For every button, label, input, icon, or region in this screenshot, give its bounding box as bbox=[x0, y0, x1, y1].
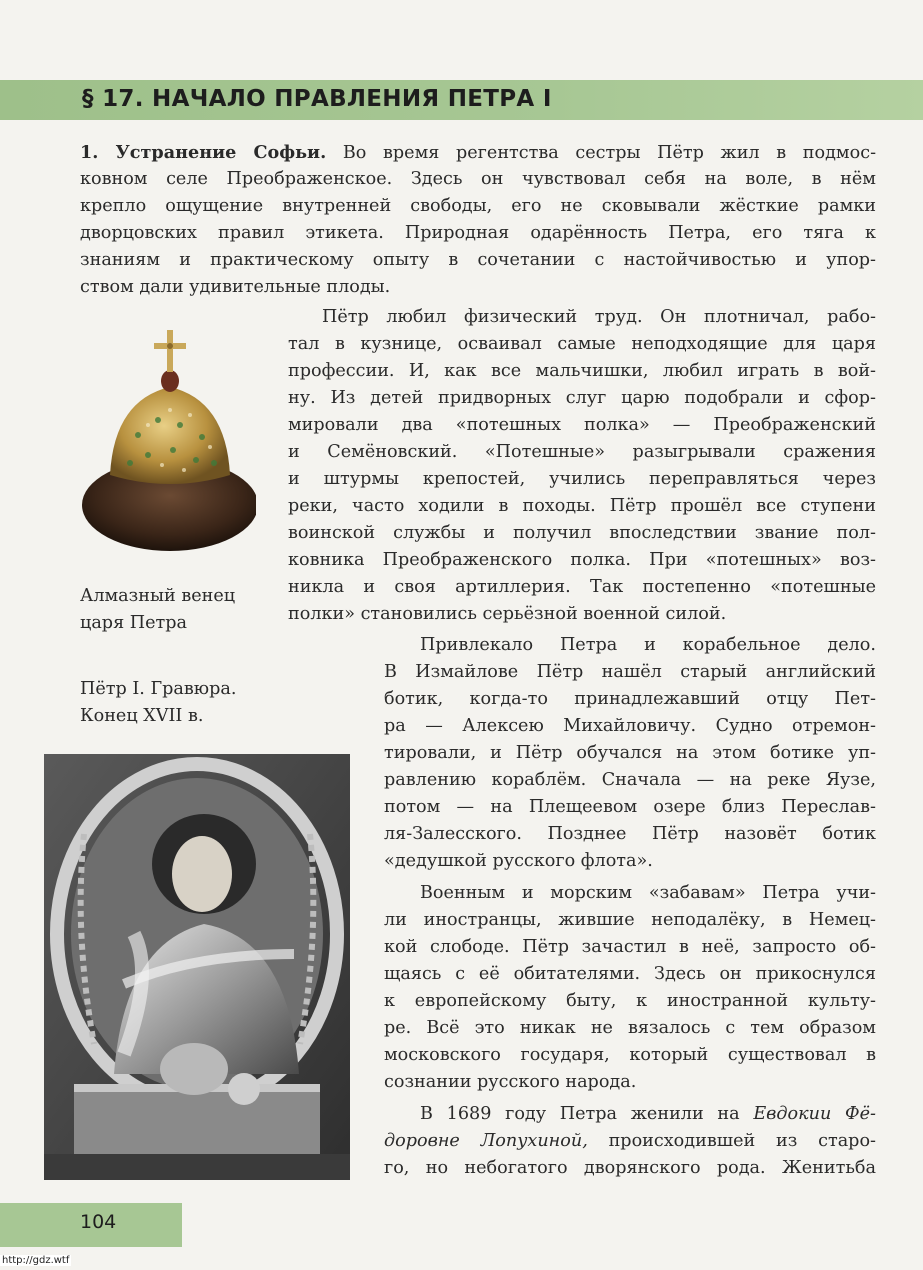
text-line: «дедушкой русского флота». bbox=[384, 851, 653, 871]
text-line: ра — Алексею Михайловичу. Судно отремон- bbox=[384, 716, 876, 736]
text-line: крепло ощущение внутренней свободы, его не сковывали жёсткие рамки bbox=[80, 196, 876, 216]
text-line: сознании русского народа. bbox=[384, 1072, 637, 1092]
text-line: дворцовских правил этикета. Природная одарённость Петра, его тяга к bbox=[80, 223, 876, 243]
text-line: ковном селе Преображенское. Здесь он чувствовал себя на воле, в нём bbox=[80, 169, 876, 189]
text-line: ковника Преображенского полка. При «потешных» воз- bbox=[288, 550, 876, 570]
text-line: тал в кузнице, осваивал самые неподходящие для царя bbox=[288, 334, 876, 354]
text-line: знаниям и практическому опыту в сочетании с настойчивостью и упор- bbox=[80, 250, 876, 270]
text-line: щаясь с её обитателями. Здесь он прикоснулся bbox=[384, 964, 876, 984]
text-line: ством дали удивительные плоды. bbox=[80, 277, 391, 297]
crown-image bbox=[78, 325, 256, 555]
text-line: полки» становились серьёзной военной силой. bbox=[288, 604, 727, 624]
text-line: ли иностранцы, жившие неподалёку, в Немец- bbox=[384, 910, 876, 930]
section-1-heading: 1. Устранение Софьи. bbox=[80, 142, 327, 163]
text-line: профессии. И, как все мальчишки, любил играть в вой- bbox=[288, 361, 876, 381]
text-line: никла и своя артиллерия. Так постепенно «потешные bbox=[288, 577, 876, 597]
text-line: к европейскому быту, к иностранной культу- bbox=[384, 991, 876, 1011]
page-number: 104 bbox=[80, 1211, 117, 1233]
text-line: ну. Из детей придворных слуг царю подобрали и сфор- bbox=[288, 388, 876, 408]
portrait-caption: Пётр I. Гравюра. Конец XVII в. bbox=[80, 679, 237, 726]
italic-name: Евдокии Фё- bbox=[753, 1104, 876, 1124]
text-line: 1. Устранение Софьи. Во время регентства сестры Пётр жил в подмос- bbox=[80, 142, 877, 163]
italic-name: доровне Лопухиной, bbox=[384, 1131, 588, 1151]
text-line: и Семёновский. «Потешные» разыгрывали сражения bbox=[288, 442, 876, 462]
text-line: тировали, и Пётр обучался на этом ботике уп- bbox=[384, 743, 876, 763]
text-line: равлению кораблём. Сначала — на реке Яузе, bbox=[384, 770, 876, 790]
section-header-bar bbox=[0, 80, 923, 120]
portrait-engraving bbox=[44, 754, 350, 1180]
page-number-bar bbox=[0, 1203, 182, 1247]
text-line: потом — на Плещеевом озере близ Переслав- bbox=[384, 797, 876, 817]
watermark-link[interactable]: http://gdz.wtf bbox=[2, 1255, 70, 1266]
text-line: Привлекало Петра и корабельное дело. bbox=[420, 635, 876, 655]
section-title: § 17. НАЧАЛО ПРАВЛЕНИЯ ПЕТРА I bbox=[82, 86, 552, 112]
text-line: реки, часто ходили в походы. Пётр прошёл все ступени bbox=[288, 496, 876, 516]
text-line: го, но небогатого дворянского рода. Женитьба bbox=[384, 1158, 876, 1178]
text-line: Пётр любил физический труд. Он плотничал, рабо- bbox=[322, 307, 876, 327]
text-line: кой слободе. Пётр зачастил в неё, запросто об- bbox=[384, 937, 876, 957]
text-line: и штурмы крепостей, учились переправляться через bbox=[288, 469, 876, 489]
text-line: доровне Лопухиной, происходившей из старо- bbox=[384, 1131, 876, 1151]
text-line: московского государя, который существовал в bbox=[384, 1045, 876, 1065]
text-line: В Измайлове Пётр нашёл старый английский bbox=[384, 662, 876, 682]
text-line: мировали два «потешных полка» — Преображенский bbox=[288, 415, 876, 435]
text-line: Военным и морским «забавам» Петра учи- bbox=[420, 883, 876, 903]
text-line: ля-Залесского. Позднее Пётр назовёт ботик bbox=[384, 824, 876, 844]
text-line: воинской службы и получил впоследствии звание пол- bbox=[288, 523, 876, 543]
text-line: ре. Всё это никак не вязалось с тем образом bbox=[384, 1018, 876, 1038]
crown-caption: Алмазный венец царя Петра bbox=[80, 586, 236, 633]
text-line: ботик, когда-то принадлежавший отцу Пет- bbox=[384, 689, 876, 709]
text-line: В 1689 году Петра женили на Евдокии Фё- bbox=[420, 1104, 876, 1124]
